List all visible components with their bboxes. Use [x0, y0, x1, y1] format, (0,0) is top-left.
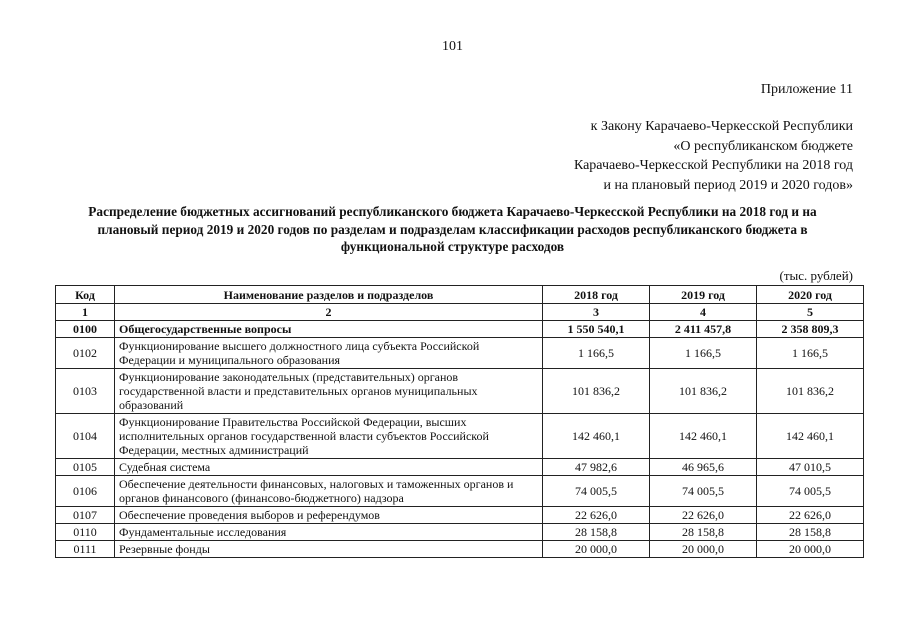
value-2020-cell: 2 358 809,3 [757, 321, 864, 338]
column-index: 5 [757, 304, 864, 321]
value-2019-cell: 46 965,6 [650, 459, 757, 476]
value-2020-cell: 22 626,0 [757, 507, 864, 524]
appendix-label: Приложение 11 [760, 82, 853, 97]
law-ref-line: и на плановый период 2019 и 2020 годов» [603, 177, 853, 193]
header-name: Наименование разделов и подразделов [115, 286, 543, 304]
value-2020-cell: 142 460,1 [757, 414, 864, 459]
table-row [56, 338, 864, 369]
value-2018-cell: 28 158,8 [543, 524, 650, 541]
value-2019-cell: 22 626,0 [650, 507, 757, 524]
value-2020-cell: 101 836,2 [757, 369, 864, 414]
value-2018-cell: 22 626,0 [543, 507, 650, 524]
name-cell: Обеспечение деятельности финансовых, налоговых и таможенных органов и органов финансового (финансово-бюджетного) надзора [115, 476, 543, 507]
code-cell: 0103 [56, 369, 115, 414]
name-cell: Общегосударственные вопросы [115, 321, 543, 338]
code-cell: 0104 [56, 414, 115, 459]
law-ref-line: «О республиканском бюджете [673, 138, 853, 154]
value-2018-cell: 1 166,5 [543, 338, 650, 369]
law-ref-line: к Закону Карачаево-Черкесской Республики [590, 119, 853, 134]
code-cell: 0105 [56, 459, 115, 476]
table-row [56, 524, 864, 541]
name-cell: Фундаментальные исследования [115, 524, 543, 541]
value-2018-cell: 20 000,0 [543, 541, 650, 558]
table-body [56, 321, 864, 558]
value-2020-cell: 74 005,5 [757, 476, 864, 507]
name-cell: Резервные фонды [115, 541, 543, 558]
value-2018-cell: 142 460,1 [543, 414, 650, 459]
code-cell: 0110 [56, 524, 115, 541]
value-2019-cell: 2 411 457,8 [650, 321, 757, 338]
value-2018-cell: 74 005,5 [543, 476, 650, 507]
header-2019: 2019 год [650, 286, 757, 304]
table-row [56, 369, 864, 414]
table-row [56, 414, 864, 459]
value-2020-cell: 28 158,8 [757, 524, 864, 541]
table-header-row [56, 286, 864, 304]
header-2020: 2020 год [757, 286, 864, 304]
header-code: Код [56, 286, 115, 304]
value-2019-cell: 20 000,0 [650, 541, 757, 558]
value-2020-cell: 20 000,0 [757, 541, 864, 558]
value-2019-cell: 74 005,5 [650, 476, 757, 507]
law-ref-line: Карачаево-Черкесской Республики на 2018 год [573, 158, 853, 173]
law-reference [574, 117, 853, 195]
code-cell: 0102 [56, 338, 115, 369]
table-row [56, 459, 864, 476]
table-row [56, 321, 864, 338]
column-index-row [56, 304, 864, 321]
value-2019-cell: 28 158,8 [650, 524, 757, 541]
page-number: 101 [442, 39, 463, 54]
document-title: Распределение бюджетных ассигнований республиканского бюджета Карачаево-Черкесской Республики на 2018 год и на плановый период 2019 и 2020 годов по разделам и подразделам классификации расходов республиканского бюджета в функциональной структуре расходов [88, 204, 817, 254]
code-cell: 0111 [56, 541, 115, 558]
value-2020-cell: 1 166,5 [757, 338, 864, 369]
table-row [56, 507, 864, 524]
table-row [56, 541, 864, 558]
value-2018-cell: 1 550 540,1 [543, 321, 650, 338]
value-2019-cell: 1 166,5 [650, 338, 757, 369]
budget-table [55, 285, 864, 558]
column-index: 4 [650, 304, 757, 321]
value-2019-cell: 142 460,1 [650, 414, 757, 459]
value-2020-cell: 47 010,5 [757, 459, 864, 476]
units-label: (тыс. рублей) [779, 268, 853, 283]
column-index: 3 [543, 304, 650, 321]
column-index: 1 [56, 304, 115, 321]
code-cell: 0100 [56, 321, 115, 338]
name-cell: Обеспечение проведения выборов и референдумов [115, 507, 543, 524]
code-cell: 0107 [56, 507, 115, 524]
name-cell: Функционирование высшего должностного лица субъекта Российской Федерации и муниципального образования [115, 338, 543, 369]
column-index: 2 [115, 304, 543, 321]
value-2018-cell: 47 982,6 [543, 459, 650, 476]
name-cell: Судебная система [115, 459, 543, 476]
name-cell: Функционирование Правительства Российской Федерации, высших исполнительных органов государственной власти субъектов Российской Федерации, местных администраций [115, 414, 543, 459]
value-2018-cell: 101 836,2 [543, 369, 650, 414]
code-cell: 0106 [56, 476, 115, 507]
value-2019-cell: 101 836,2 [650, 369, 757, 414]
header-2018: 2018 год [543, 286, 650, 304]
table-row [56, 476, 864, 507]
name-cell: Функционирование законодательных (представительных) органов государственной власти и представительных органов муниципальных образований [115, 369, 543, 414]
